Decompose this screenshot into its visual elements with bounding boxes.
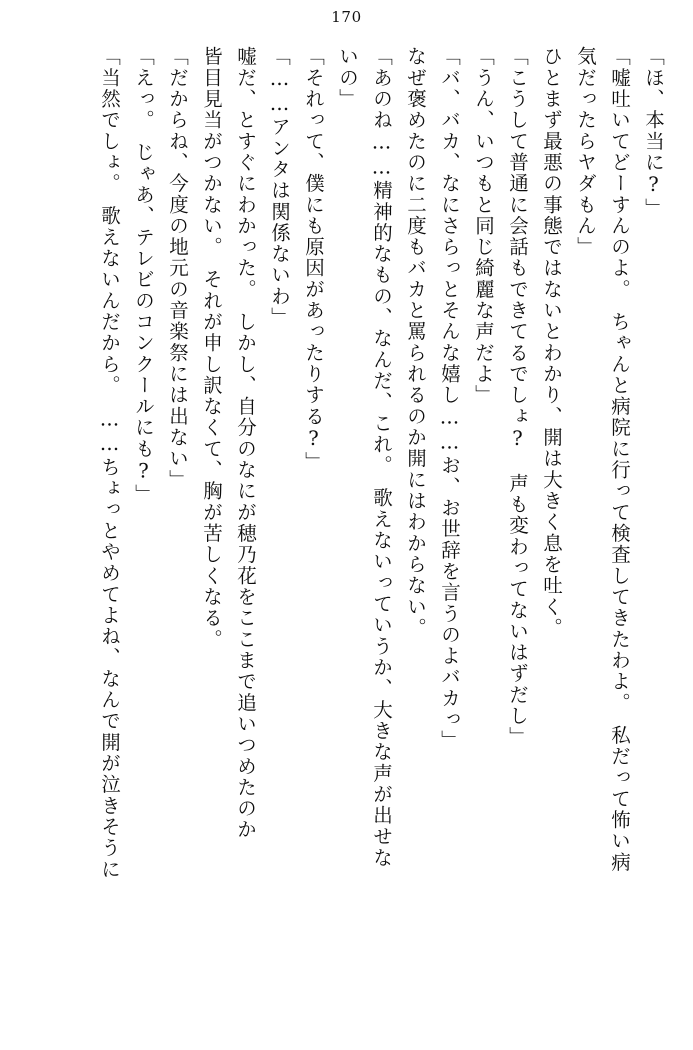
text-column: 「だからね、今度の地元の音楽祭には出ない」 (166, 46, 189, 491)
text-column: 「当然でしょ。 歌えないんだから。 ……ちょっとやめてよね、なんで開が泣きそうに (98, 46, 121, 880)
text-column: 「うん、いつもと同じ綺麗な声だよ」 (472, 46, 495, 406)
text-column: 「バ、バカ、なにさらっとそんな嬉し……お、お世辞を言うのよバカっ」 (438, 46, 461, 752)
vertical-text-body (30, 46, 663, 1022)
text-column: なぜ褒めたのに二度もバカと罵られるのか開にはわからない。 (404, 46, 427, 639)
text-column: 「……アンタは関係ないわ」 (268, 46, 291, 329)
text-column: 気だったらヤダもん」 (574, 46, 597, 258)
text-column: 嘘だ、とすぐにわかった。 しかし、自分のなにが穂乃花をここまで追いつめたのか (234, 46, 257, 841)
text-column: ひとまず最悪の事態ではないとわかり、開は大きく息を吐く。 (540, 46, 563, 639)
text-column: 「嘘吐いてどーすんのよ。 ちゃんと病院に行って検査してきたわよ。 私だって怖い病 (608, 46, 631, 873)
text-column: いの」 (336, 46, 359, 110)
text-column: 皆目見当がつかない。 それが申し訳なくて、胸が苦しくなる。 (200, 46, 223, 650)
page-number: 170 (331, 8, 362, 26)
text-column: 「ほ、本当に?」 (642, 46, 665, 219)
text-column: 「あのね……精神的なもの、なんだ、これ。 歌えないっていうか、大きな声が出せな (370, 46, 393, 869)
text-column: 「それって、僕にも原因があったりする?」 (302, 46, 325, 473)
text-column: 「こうして普通に会話もできてるでしょ? 声も変わってないはずだし」 (506, 46, 529, 748)
text-column: 「えっ。 じゃあ、テレビのコンクールにも?」 (132, 46, 155, 506)
